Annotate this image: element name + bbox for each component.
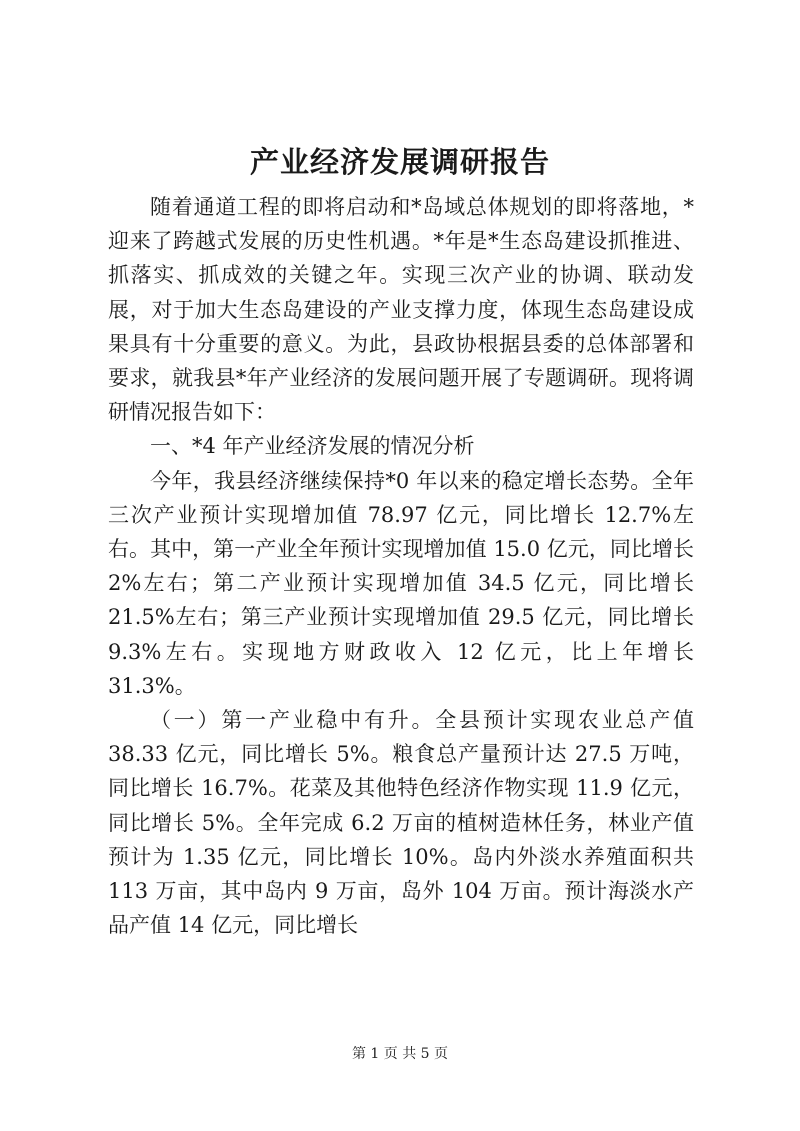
paragraph-primary-industry: （一）第一产业稳中有升。全县预计实现农业总产值 38.33 亿元，同比增长 5%。粮食总产量预计达 27.5 万吨，同比增长 16.7%。花菜及其他特色经济作物实现 11.9 亿元，同比增长 5%。全年完成 6.2 万亩的植树造林任务，林业产值预计为 1.35 亿元，同比增长 10%。岛内外淡水养殖面积共 113 万亩，其中岛内 9 万亩，岛外 104 万亩。预计海淡水产品产值 14 亿元，同比增长 xyxy=(108,708,694,938)
page-footer: 第 1 页 共 5 页 xyxy=(351,1046,449,1062)
paragraph-overview: 今年，我县经济继续保持*0 年以来的稳定增长态势。全年三次产业预计实现增加值 78.97 亿元，同比增长 12.7%左右。其中，第一产业全年预计实现增加值 15.0 亿元，同比增长 2%左右；第二产业预计实现增加值 34.5 亿元，同比增长 21.5%左右；第三产业预计实现增加值 29.5 亿元，同比增长 9.3%左右。实现地方财政收入 12 亿元，比上年增长 31.3%。 xyxy=(108,468,694,698)
section-heading: 一、*4 年产业经济发展的情况分析 xyxy=(150,434,475,459)
paragraph-intro: 随着通道工程的即将启动和*岛域总体规划的即将落地，*迎来了跨越式发展的历史性机遇。*年是*生态岛建设抓推进、抓落实、抓成效的关键之年。实现三次产业的协调、联动发展，对于加大生态岛建设的产业支撑力度，体现生态岛建设成果具有十分重要的意义。为此，县政协根据县委的总体部署和要求，就我县*年产业经济的发展问题开展了专题调研。现将调研情况报告如下： xyxy=(108,195,694,425)
document-body xyxy=(108,190,694,942)
document-title: 产业经济发展调研报告 xyxy=(249,145,550,179)
